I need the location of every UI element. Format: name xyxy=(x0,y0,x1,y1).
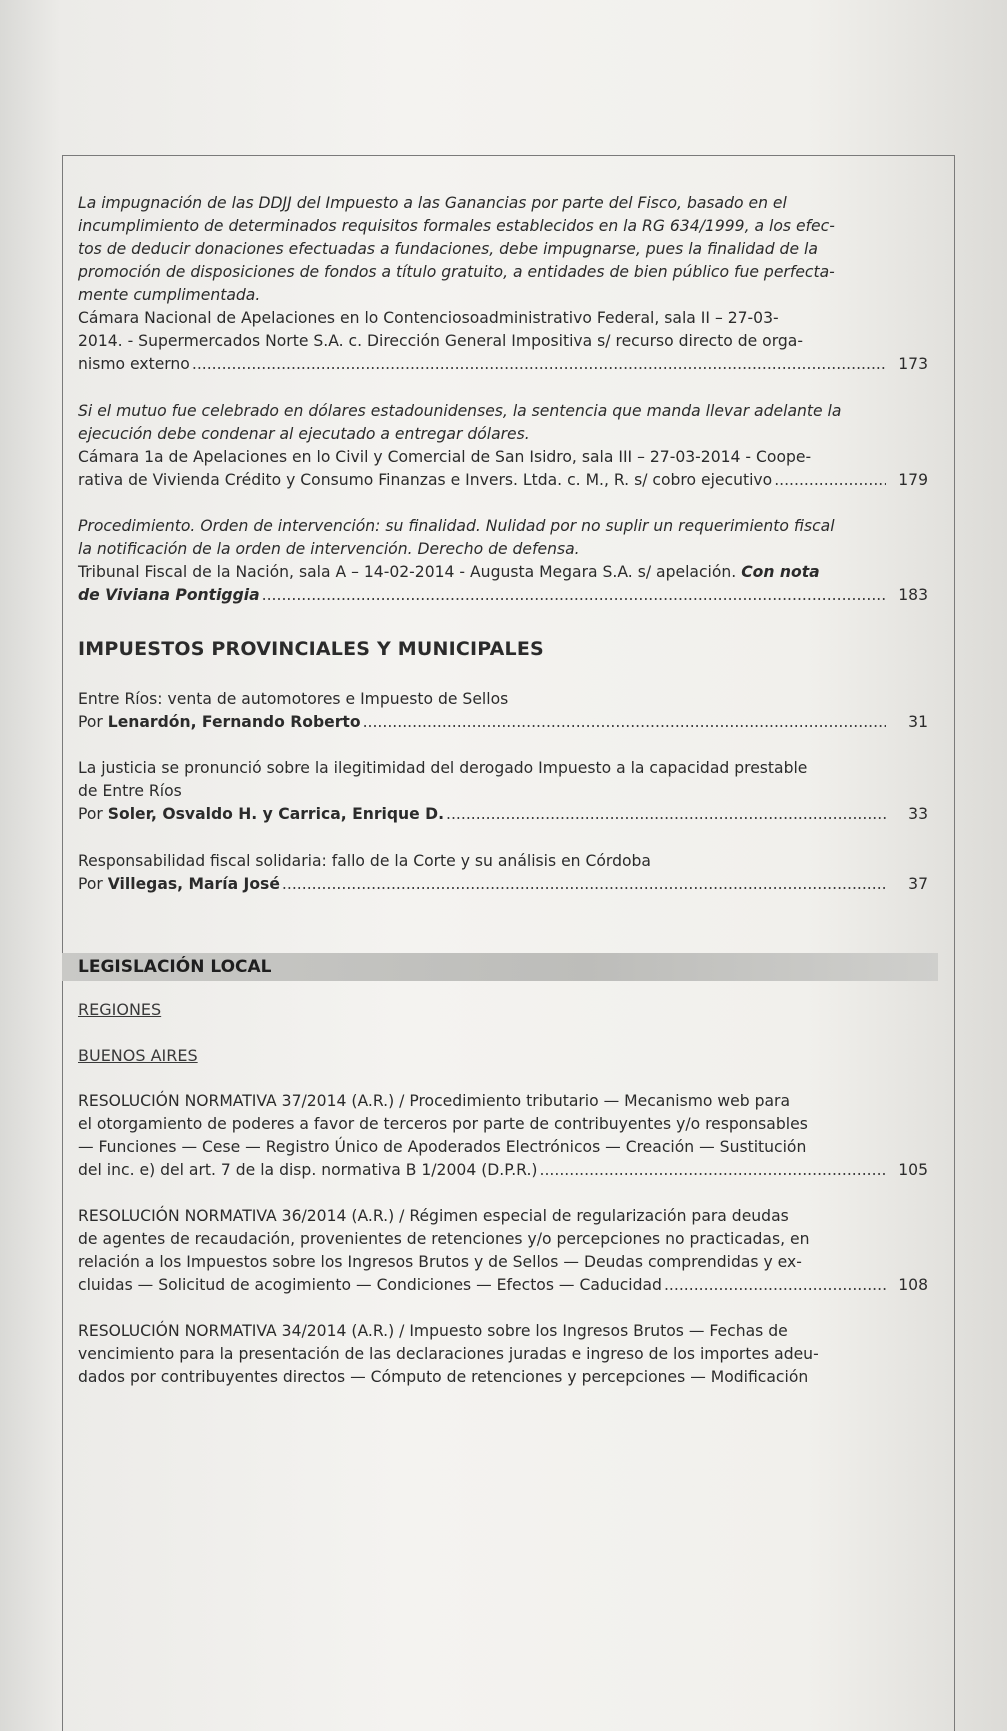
entry-summary-line: la notificación de la orden de intervención. Derecho de defensa. xyxy=(78,540,580,558)
page-number: 179 xyxy=(898,471,928,489)
page-number: 173 xyxy=(898,355,928,373)
dot-leader xyxy=(774,469,886,492)
page-number: 183 xyxy=(898,586,928,604)
entry-last-line: de Viviana Pontiggia xyxy=(78,586,260,604)
article-author: Villegas, María José xyxy=(107,875,280,893)
entry-summary-line: Si el mutuo fue celebrado en dólares estadounidenses, la sentencia que manda llevar adelante la xyxy=(78,402,842,420)
toc-leader-line[interactable] xyxy=(78,469,928,492)
entry-court-line: Cámara Nacional de Apelaciones en lo Contenciosoadministrativo Federal, sala II – 27-03- xyxy=(78,309,779,327)
resolution-line: relación a los Impuestos sobre los Ingresos Brutos y de Sellos — Deudas comprendidas y ex- xyxy=(78,1253,802,1271)
entry-last-line: rativa de Vivienda Crédito y Consumo Finanzas e Invers. Ltda. c. M., R. s/ cobro ejecutivo xyxy=(78,471,773,489)
entry-summary-line: mente cumplimentada. xyxy=(78,286,261,304)
dot-leader xyxy=(446,803,886,826)
toc-leader-line[interactable]: Por Lenardón, Fernando Roberto ..... 31 xyxy=(78,711,928,734)
resolution-last-line: cluidas — Solicitud de acogimiento — Condiciones — Efectos — Caducidad xyxy=(78,1276,662,1294)
entry-summary-line: tos de deducir donaciones efectuadas a fundaciones, debe impugnarse, pues la finalidad de la xyxy=(78,240,818,258)
section-band-legislacion-local xyxy=(62,953,938,981)
page-number: 37 xyxy=(908,875,928,893)
page-number: 105 xyxy=(898,1161,928,1179)
toc-leader-line[interactable] xyxy=(78,1274,928,1297)
entry-summary-line: promoción de disposiciones de fondos a título gratuito, a entidades de bien público fue perfecta- xyxy=(78,263,835,281)
article-entry-3 xyxy=(78,850,928,896)
page-frame xyxy=(62,155,955,1731)
resolution-line: el otorgamiento de poderes a favor de terceros por parte de contribuyentes y/o responsables xyxy=(78,1115,808,1133)
dot-leader xyxy=(192,353,886,376)
article-title: La justicia se pronunció sobre la ilegitimidad del derogado Impuesto a la capacidad prestable xyxy=(78,759,808,777)
resolution-line: RESOLUCIÓN NORMATIVA 36/2014 (A.R.) / Régimen especial de regularización para deudas xyxy=(78,1207,789,1225)
section-heading-local: LEGISLACIÓN LOCAL xyxy=(78,957,272,977)
resolution-entry-3 xyxy=(78,1320,928,1389)
resolution-entry-2 xyxy=(78,1205,928,1297)
article-author: Lenardón, Fernando Roberto xyxy=(107,713,361,731)
entry-summary-line: La impugnación de las DDJJ del Impuesto a las Ganancias por parte del Fisco, basado en el xyxy=(78,194,787,212)
jurisprudence-entry-3 xyxy=(78,515,928,607)
dot-leader xyxy=(282,873,886,896)
entry-court-line: Tribunal Fiscal de la Nación, sala A – 14-02-2014 - Augusta Megara S.A. s/ apelación. Con nota xyxy=(78,563,820,581)
page-number: 33 xyxy=(908,805,928,823)
article-entry-1 xyxy=(78,688,928,734)
article-title: Responsabilidad fiscal solidaria: fallo de la Corte y su análisis en Córdoba xyxy=(78,852,651,870)
dot-leader xyxy=(363,711,886,734)
section-heading-provincial: IMPUESTOS PROVINCIALES Y MUNICIPALES xyxy=(78,638,544,660)
entry-summary-line: ejecución debe condenar al ejecutado a entregar dólares. xyxy=(78,425,530,443)
toc-leader-line[interactable]: Por Soler, Osvaldo H. y Carrica, Enrique D. ..... 33 xyxy=(78,803,928,826)
subsection-buenos-aires: BUENOS AIRES xyxy=(78,1046,198,1065)
resolution-line: de agentes de recaudación, provenientes de retenciones y/o percepciones no practicadas, en xyxy=(78,1230,810,1248)
dot-leader xyxy=(262,584,886,607)
article-title: de Entre Ríos xyxy=(78,782,182,800)
toc-leader-line[interactable] xyxy=(78,584,928,607)
entry-court-line: 2014. - Supermercados Norte S.A. c. Dirección General Impositiva s/ recurso directo de orga- xyxy=(78,332,803,350)
entry-summary-line: Procedimiento. Orden de intervención: su finalidad. Nulidad por no suplir un requerimiento fiscal xyxy=(78,517,835,535)
entry-summary-line: incumplimiento de determinados requisitos formales establecidos en la RG 634/1999, a los efec- xyxy=(78,217,835,235)
article-title: Entre Ríos: venta de automotores e Impuesto de Sellos xyxy=(78,690,509,708)
resolution-line: dados por contribuyentes directos — Cómputo de retenciones y percepciones — Modificación xyxy=(78,1368,809,1386)
toc-leader-line[interactable] xyxy=(78,1159,928,1182)
resolution-line: RESOLUCIÓN NORMATIVA 37/2014 (A.R.) / Procedimiento tributario — Mecanismo web para xyxy=(78,1092,791,1110)
subsection-regiones: REGIONES xyxy=(78,1000,162,1019)
resolution-line: — Funciones — Cese — Registro Único de Apoderados Electrónicos — Creación — Sustitución xyxy=(78,1138,807,1156)
entry-court-line: Cámara 1a de Apelaciones en lo Civil y Comercial de San Isidro, sala III – 27-03-2014 - Coope- xyxy=(78,448,812,466)
jurisprudence-entry-2 xyxy=(78,400,928,492)
resolution-line: RESOLUCIÓN NORMATIVA 34/2014 (A.R.) / Impuesto sobre los Ingresos Brutos — Fechas de xyxy=(78,1322,788,1340)
toc-leader-line[interactable]: Por Villegas, María José ..... 37 xyxy=(78,873,928,896)
resolution-last-line: del inc. e) del art. 7 de la disp. normativa B 1/2004 (D.P.R.) xyxy=(78,1161,538,1179)
article-entry-2 xyxy=(78,757,928,826)
dot-leader xyxy=(664,1274,886,1297)
article-author: Soler, Osvaldo H. y Carrica, Enrique D. xyxy=(107,805,444,823)
page-number: 31 xyxy=(908,713,928,731)
resolution-entry-1 xyxy=(78,1090,928,1182)
page-number: 108 xyxy=(898,1276,928,1294)
entry-last-line: nismo externo xyxy=(78,355,190,373)
resolution-line: vencimiento para la presentación de las declaraciones juradas e ingreso de los importes adeu- xyxy=(78,1345,819,1363)
dot-leader xyxy=(540,1159,887,1182)
jurisprudence-entry-1 xyxy=(78,192,928,376)
toc-leader-line[interactable] xyxy=(78,353,928,376)
